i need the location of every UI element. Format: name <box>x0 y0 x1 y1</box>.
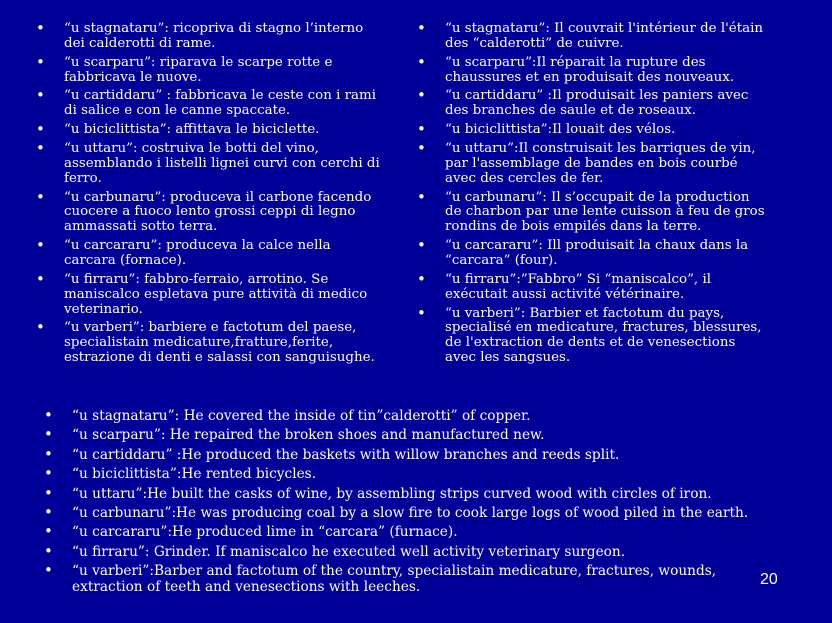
french-item-cartiddaru: “u cartiddaru” :Il produisait les paniers avec des branches de saule et de roseaux. <box>445 88 749 119</box>
bullet-icon: • <box>44 406 53 424</box>
page-number: 20 <box>760 571 778 588</box>
bullet-icon: • <box>44 522 53 541</box>
list-item <box>415 19 770 52</box>
french-list <box>415 19 770 370</box>
bullet-icon: • <box>36 318 45 337</box>
list-item <box>34 86 382 119</box>
bullet-icon: • <box>36 19 45 37</box>
list-item <box>415 138 770 187</box>
list-item <box>34 52 382 86</box>
bullet-icon: • <box>44 444 53 463</box>
italian-item-biciclittista: “u biciclittista”: affittava le biciclette. <box>64 122 320 138</box>
french-item-firraru: “u firraru”:”Fabbro” Si “maniscalco”, il exécutait aussi activité vétérinaire. <box>445 271 712 302</box>
english-item-stagnataru: “u stagnataru”: He covered the inside of tin”calderotti” of copper. <box>72 408 531 424</box>
list-item <box>44 425 764 444</box>
english-item-firraru: “u firraru”: Grinder. If maniscalco he executed well activity veterinary surgeon. <box>72 543 626 560</box>
french-item-carcararu: “u carcararu”: Ill produisait la chaux dans la “carcara” (four). <box>445 238 749 269</box>
list-item <box>44 561 764 595</box>
english-item-carbunaru: “u carbunaru”:He was producing coal by a slow fire to cook large logs of wood piled in the earth. <box>72 504 749 521</box>
english-item-uttaru: “u uttaru”:He built the casks of wine, by assembling strips curved wood with circles of iron. <box>72 485 712 502</box>
italian-item-carcararu: “u carcararu”: produceva la calce nella carcara (fornace). <box>64 238 331 269</box>
bullet-icon: • <box>44 541 53 560</box>
italian-item-varberi: “u varberi”: barbiere e factotum del paese, specialistain medicature,fratture,ferite, estrazione di denti e salassi con sanguisughe. <box>64 320 375 366</box>
bullet-icon: • <box>44 464 53 483</box>
italian-item-cartiddaru: “u cartiddaru” : fabbricava le ceste con i rami di salice e con le canne spaccate. <box>64 88 377 119</box>
list-item <box>34 236 382 269</box>
list-item <box>34 19 382 52</box>
french-item-carbunaru: “u carbunaru”: Il s’occupait de la production de charbon par une lente cuisson à feu de gros rondins de bois empilés dans la terre. <box>445 189 765 235</box>
list-item <box>34 269 382 318</box>
list-item <box>34 318 382 366</box>
list-item <box>44 541 764 561</box>
list-item <box>44 464 764 483</box>
list-item <box>34 187 382 236</box>
french-item-stagnataru: “u stagnataru”: Il couvrait l'intérieur de l'étain des “calderotti” de cuivre. <box>445 21 764 51</box>
italian-item-scarparu: “u scarparu”: riparava le scarpe rotte e fabbricava le nuove. <box>64 54 333 85</box>
bullet-icon: • <box>36 138 45 157</box>
english-item-carcararu: “u carcararu”:He produced lime in “carcara” (furnace). <box>72 524 458 541</box>
bullet-icon: • <box>36 86 45 105</box>
list-item <box>44 502 764 522</box>
bullet-icon: • <box>44 425 53 444</box>
bullet-icon: • <box>417 236 426 255</box>
list-item <box>44 522 764 541</box>
bullet-icon: • <box>44 502 53 521</box>
french-item-varberi: “u varberi”: Barbier et factotum du pays, specialisé en medicature, fractures, blessures, de l'extraction de dents et de venesections avec les sangsues. <box>445 305 762 366</box>
bullet-icon: • <box>417 19 426 37</box>
list-item <box>44 483 764 503</box>
bullet-icon: • <box>417 303 426 322</box>
french-item-uttaru: “u uttaru”:Il construisait les barriques de vin, par l'assemblage de bandes en bois courbé avec des cercles de fer. <box>445 140 756 186</box>
italian-item-stagnataru: “u stagnataru”: ricopriva di stagno l’interno dei calderotti di rame. <box>64 21 364 51</box>
bullet-icon: • <box>417 52 426 71</box>
list-item <box>415 86 770 119</box>
list-item <box>44 444 764 464</box>
list-item <box>415 269 770 303</box>
italian-list <box>34 19 382 370</box>
bullet-icon: • <box>417 138 426 157</box>
list-item <box>415 303 770 367</box>
list-item <box>44 406 764 425</box>
list-item <box>34 120 382 139</box>
italian-item-uttaru: “u uttaru”: costruiva le botti del vino, assemblando i listelli lignei curvi con cerchi di ferro. <box>64 140 380 186</box>
bullet-icon: • <box>36 236 45 255</box>
italian-item-firraru: “u firraru”: fabbro-ferraio, arrotino. Se maniscalco espletava pure attività di medico veterinario. <box>64 271 368 317</box>
list-item <box>415 52 770 86</box>
bullet-icon: • <box>36 120 45 139</box>
bullet-icon: • <box>417 120 426 139</box>
english-item-cartiddaru: “u cartiddaru” :He produced the baskets with willow branches and reeds split. <box>72 446 620 463</box>
bullet-icon: • <box>417 269 426 288</box>
english-item-biciclittista: “u biciclittista”:He rented bicycles. <box>72 466 317 483</box>
english-item-varberi: “u varberi”:Barber and factotum of the country, specialistain medicature, fractures, wounds, extraction of teeth and venesections with leeches. <box>72 563 717 595</box>
bullet-icon: • <box>36 187 45 206</box>
italian-item-carbunaru: “u carbunaru”: produceva il carbone facendo cuocere a fuoco lento grossi ceppi di legno ammassati sotto terra. <box>64 189 372 235</box>
bullet-icon: • <box>417 86 426 105</box>
english-list <box>44 406 764 599</box>
list-item <box>415 236 770 269</box>
bullet-icon: • <box>417 187 426 206</box>
bullet-icon: • <box>36 269 45 288</box>
french-item-scarparu: “u scarparu”:Il réparait la rupture des chaussures et en produisait des nouveaux. <box>445 54 735 85</box>
english-item-scarparu: “u scarparu”: He repaired the broken shoes and manufactured new. <box>72 427 545 444</box>
list-item <box>415 187 770 236</box>
bullet-icon: • <box>36 52 45 71</box>
french-item-biciclittista: “u biciclittista”:Il louait des vélos. <box>445 122 676 138</box>
list-item <box>415 120 770 139</box>
bullet-icon: • <box>44 483 53 502</box>
bullet-icon: • <box>44 561 53 580</box>
list-item <box>34 138 382 187</box>
